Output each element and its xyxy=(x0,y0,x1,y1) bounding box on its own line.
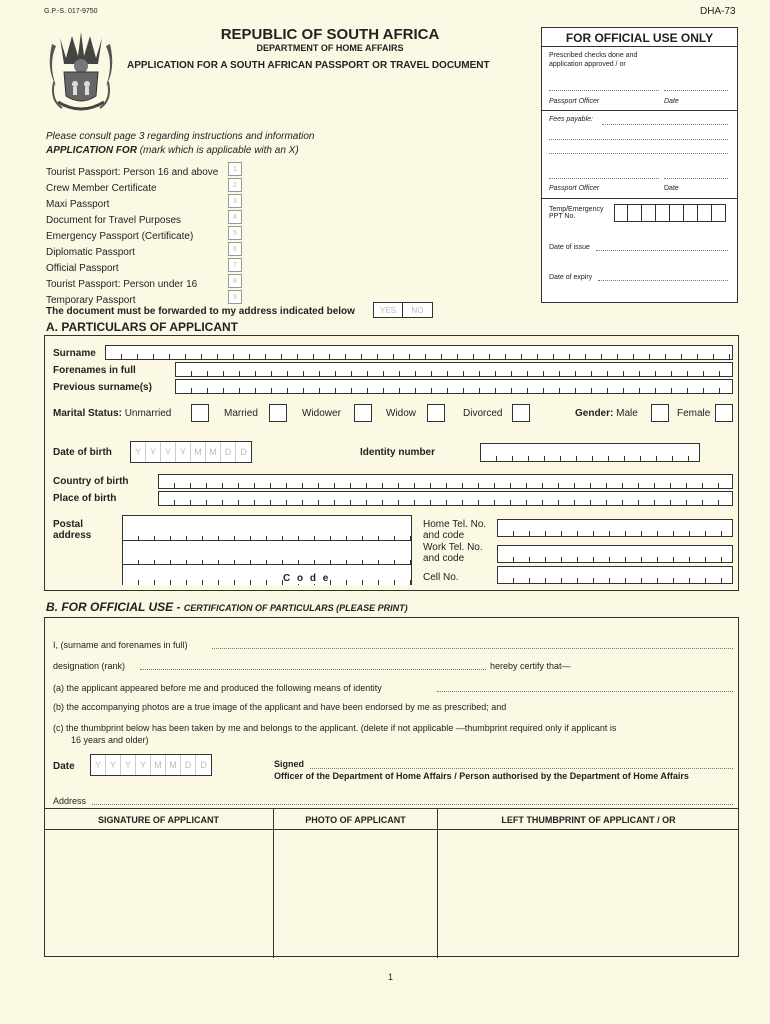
official-line-2: application approved / or xyxy=(549,61,626,68)
surname-forenames-line xyxy=(53,640,188,650)
date-of-issue-line[interactable] xyxy=(596,250,728,251)
passport-officer-label: Passport Officer xyxy=(549,98,600,105)
postal-address-box[interactable] xyxy=(122,515,412,585)
application-for-heading xyxy=(46,145,299,156)
section-b-title xyxy=(46,600,408,614)
identity-number-input[interactable] xyxy=(480,443,700,462)
coat-of-arms-logo xyxy=(42,24,120,120)
fees-payable-label: Fees payable: xyxy=(549,116,593,123)
option-row[interactable]: Document for Travel Purposes 4 xyxy=(46,210,246,226)
certify-c-2: 16 years and older) xyxy=(71,735,149,745)
option-checkbox[interactable]: 5 xyxy=(228,226,242,240)
designation-field[interactable] xyxy=(140,669,486,670)
application-for-hint: (mark which is applicable with an X) xyxy=(139,145,299,156)
section-b-main: FOR OFFICIAL USE - xyxy=(61,600,181,614)
officer-signature-line[interactable] xyxy=(549,90,659,91)
option-checkbox[interactable]: 4 xyxy=(228,210,242,224)
gender-row xyxy=(575,408,638,419)
home-tel-label: Home Tel. No. xyxy=(423,519,487,530)
fees-payable-line[interactable] xyxy=(602,124,728,125)
option-checkbox[interactable]: 2 xyxy=(228,178,242,192)
no-box[interactable]: NO xyxy=(403,302,433,318)
forward-note: The document must be forwarded to my address indicated below xyxy=(46,306,355,317)
date-of-birth-input[interactable]: Y Y Y Y M M D D xyxy=(130,441,252,463)
marital-status-row xyxy=(53,408,171,419)
widower-checkbox[interactable] xyxy=(354,404,372,422)
work-tel-code-label: and code xyxy=(423,553,465,564)
officer-date-label: Date xyxy=(664,98,679,105)
country-title: REPUBLIC OF SOUTH AFRICA xyxy=(220,26,440,43)
postal-label: Postal xyxy=(53,519,84,530)
certify-label: hereby certify that— xyxy=(490,661,571,671)
cell-no-input[interactable] xyxy=(497,566,733,584)
widow-checkbox[interactable] xyxy=(427,404,445,422)
postal-code-label: C o d e xyxy=(283,573,331,584)
option-row[interactable]: Emergency Passport (Certificate) 5 xyxy=(46,226,246,242)
gps-code: G.P.-S. 017-9750 xyxy=(44,8,98,15)
page-number: 1 xyxy=(388,972,394,982)
form-title: APPLICATION FOR A SOUTH AFRICAN PASSPORT OR TRAVEL DOCUMENT xyxy=(127,60,490,71)
officer-date-label-b: Date xyxy=(53,761,75,772)
option-row[interactable]: Official Passport 7 xyxy=(46,258,246,274)
marital-widower-label: Widower xyxy=(302,408,341,419)
application-for-label: APPLICATION FOR xyxy=(46,145,137,156)
officer-date-input[interactable]: Y Y Y Y M M D D xyxy=(90,754,212,776)
option-row[interactable]: Temporary Passport 9 xyxy=(46,290,246,306)
certify-b: (b) the accompanying photos are a true image of the applicant and have been endorsed by me as prescribed; and xyxy=(53,702,507,712)
married-checkbox[interactable] xyxy=(269,404,287,422)
surname-forenames-label: I, (surname and forenames in full) xyxy=(53,640,188,650)
marital-status-label: Marital Status: xyxy=(53,408,122,419)
option-checkbox[interactable]: 3 xyxy=(228,194,242,208)
fees-line-2[interactable] xyxy=(549,139,728,140)
forenames-input[interactable] xyxy=(175,362,733,377)
surname-label: Surname xyxy=(53,348,96,359)
country-of-birth-label: Country of birth xyxy=(53,476,129,487)
section-b-sub: CERTIFICATION OF PARTICULARS (PLEASE PRINT) xyxy=(183,603,408,613)
officer2-date-label: Date xyxy=(664,185,679,192)
department-title: DEPARTMENT OF HOME AFFAIRS xyxy=(256,43,404,53)
marital-widow-label: Widow xyxy=(386,408,417,419)
place-of-birth-label: Place of birth xyxy=(53,493,117,504)
date-of-issue-label: Date of issue xyxy=(549,244,590,251)
passport-officer2-label: Passport Officer xyxy=(549,185,600,192)
place-of-birth-input[interactable] xyxy=(158,491,733,506)
gender-label: Gender: xyxy=(575,408,614,419)
option-row[interactable]: Diplomatic Passport 6 xyxy=(46,242,246,258)
official-use-title: FOR OFFICIAL USE ONLY xyxy=(542,28,737,47)
bottom-boxes xyxy=(44,808,739,957)
certify-a: (a) the applicant appeared before me and produced the following means of identity xyxy=(53,683,382,693)
temp-ppt-label-1: Temp/Emergency xyxy=(549,206,604,213)
unmarried-checkbox[interactable] xyxy=(191,404,209,422)
officer-date-line[interactable] xyxy=(664,90,728,91)
address-field-b[interactable] xyxy=(92,804,733,805)
male-checkbox[interactable] xyxy=(651,404,669,422)
date-of-expiry-line[interactable] xyxy=(598,280,728,281)
option-checkbox[interactable]: 9 xyxy=(228,290,242,304)
signed-field[interactable] xyxy=(310,768,733,769)
surname-forenames-field[interactable] xyxy=(212,648,733,649)
section-b-letter: B. xyxy=(46,600,58,614)
gender-female-label: Female xyxy=(677,408,711,419)
previous-surname-input[interactable] xyxy=(175,379,733,394)
female-checkbox[interactable] xyxy=(715,404,733,422)
form-code: DHA-73 xyxy=(700,6,736,17)
thumbprint-box[interactable] xyxy=(438,809,739,958)
work-tel-input[interactable] xyxy=(497,545,733,563)
photo-box[interactable] xyxy=(274,809,438,958)
address-label-b: Address xyxy=(53,796,87,806)
officer-authorised-label: Officer of the Department of Home Affairs / Person authorised by the Department of Home Affairs xyxy=(274,771,689,781)
option-checkbox[interactable]: 7 xyxy=(228,258,242,272)
marital-unmarried-label: Unmarried xyxy=(124,408,172,419)
means-of-identity-field[interactable] xyxy=(437,691,733,692)
identity-number-label: Identity number xyxy=(360,447,436,458)
official-line-1: Prescribed checks done and xyxy=(549,52,638,59)
date-of-expiry-label: Date of expiry xyxy=(549,274,593,281)
consult-note: Please consult page 3 regarding instructions and information xyxy=(46,131,315,142)
signature-box-title: SIGNATURE OF APPLICANT xyxy=(44,809,273,830)
section-a-title: A. PARTICULARS OF APPLICANT xyxy=(46,320,238,334)
application-options-list xyxy=(46,162,246,306)
fees-line-3[interactable] xyxy=(549,153,728,154)
work-tel-label: Work Tel. No. xyxy=(423,542,483,553)
previous-surname-label: Previous surname(s) xyxy=(53,382,152,393)
date-of-birth-label: Date of birth xyxy=(53,447,112,458)
certify-c-1: (c) the thumbprint below has been taken by me and belongs to the applicant. (delete if not applicable —thumbprint required only if applicant is xyxy=(53,723,617,733)
home-tel-code-label: and code xyxy=(423,530,465,541)
gender-male-label: Male xyxy=(616,408,638,419)
home-tel-input[interactable] xyxy=(497,519,733,537)
option-row[interactable]: Maxi Passport 3 xyxy=(46,194,246,210)
country-of-birth-input[interactable] xyxy=(158,474,733,489)
officer2-signature-line[interactable] xyxy=(549,178,659,179)
option-row[interactable]: Tourist Passport: Person 16 and above 1 xyxy=(46,162,246,178)
thumbprint-box-title: LEFT THUMBPRINT OF APPLICANT / OR xyxy=(438,809,739,830)
forenames-label: Forenames in full xyxy=(53,365,136,376)
option-row[interactable]: Tourist Passport: Person under 16 8 xyxy=(46,274,246,290)
signed-label: Signed xyxy=(274,759,305,769)
surname-input[interactable] xyxy=(105,345,733,360)
cell-no-label: Cell No. xyxy=(423,572,459,583)
official-use-box xyxy=(541,27,738,303)
marital-divorced-label: Divorced xyxy=(463,408,503,419)
option-checkbox[interactable]: 1 xyxy=(228,162,242,176)
yes-box[interactable]: YES xyxy=(373,302,403,318)
option-row[interactable]: Crew Member Certificate 2 xyxy=(46,178,246,194)
temp-ppt-label-2: PPT No. xyxy=(549,213,576,220)
divorced-checkbox[interactable] xyxy=(512,404,530,422)
photo-box-title: PHOTO OF APPLICANT xyxy=(274,809,437,830)
marital-married-label: Married xyxy=(224,408,258,419)
postal-address-label: address xyxy=(53,530,92,541)
forward-yes-no xyxy=(373,302,433,318)
officer2-date-line[interactable] xyxy=(664,178,728,179)
designation-label: designation (rank) xyxy=(53,661,126,671)
option-checkbox[interactable]: 6 xyxy=(228,242,242,256)
signature-box[interactable] xyxy=(44,809,274,958)
option-checkbox[interactable]: 8 xyxy=(228,274,242,288)
temp-ppt-number-boxes[interactable] xyxy=(614,204,726,222)
